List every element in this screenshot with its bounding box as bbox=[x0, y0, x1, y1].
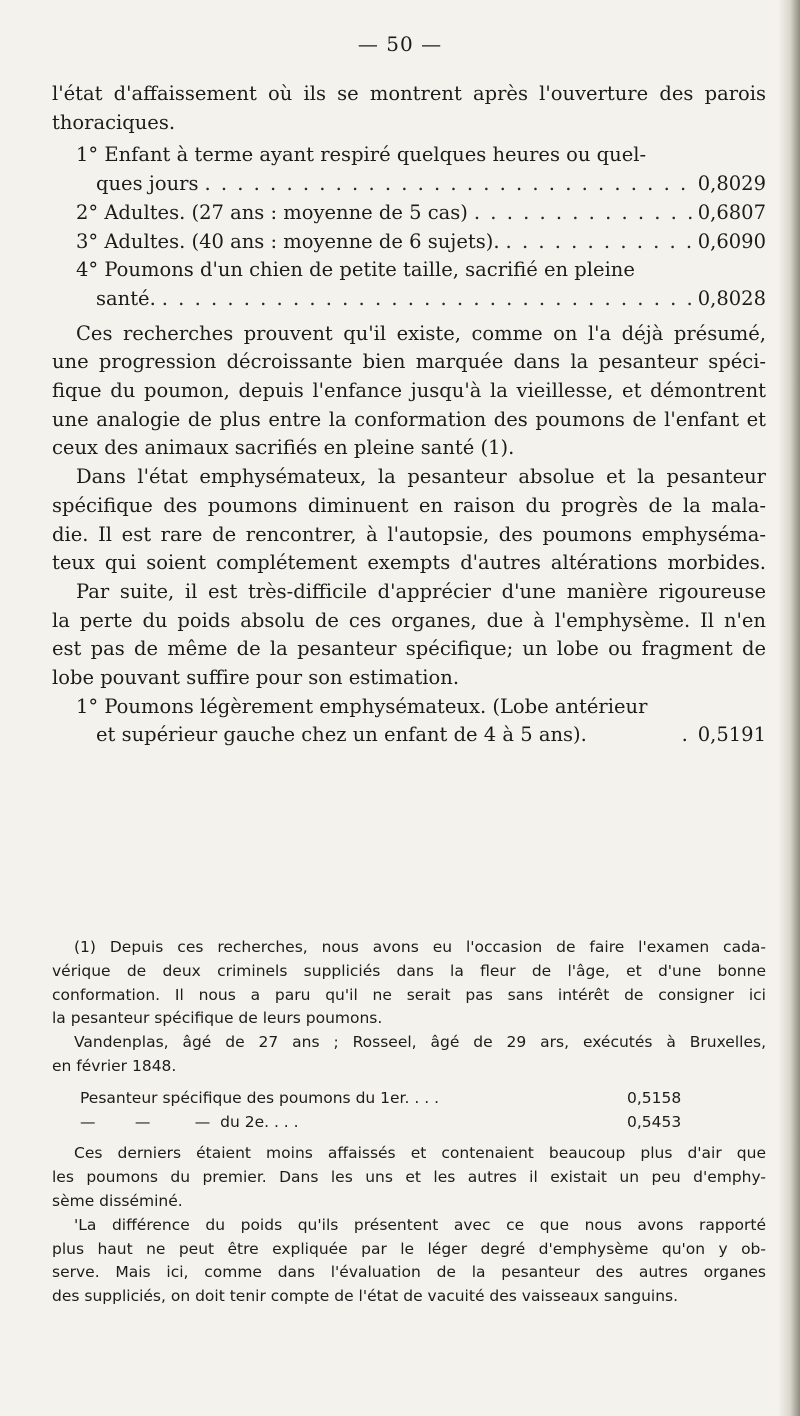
paragraph-1-line: ceux des animaux sacrifiés en pleine santé (1). bbox=[52, 436, 515, 460]
entry-emph-dot: . bbox=[681, 723, 688, 747]
entry-3-value: 0,6090 bbox=[697, 229, 766, 253]
entry-emph bbox=[52, 721, 766, 750]
footnote-line: serve. Mais ici, comme dans l'évaluation de la pesanteur des autres organes bbox=[52, 1263, 766, 1282]
entry-3 bbox=[52, 228, 766, 257]
footnote-paragraph bbox=[52, 1142, 766, 1309]
entry-emph-value: 0,5191 bbox=[697, 723, 766, 747]
footnote-table-label: Pesanteur spécifique des poumons du 1er. . . . bbox=[80, 1088, 439, 1107]
paragraph-2-line: lobe pouvant suffire pour son estimation. bbox=[52, 666, 460, 690]
entry-4-line-1: 4° Poumons d'un chien de petite taille, sacrifié en pleine bbox=[76, 258, 635, 282]
footnote-line: les poumons du premier. Dans les uns et les autres il existait un peu d'emphy- bbox=[52, 1168, 766, 1187]
footnote bbox=[52, 936, 766, 1309]
paragraph-1-line: Ces recherches prouvent qu'il existe, comme on l'a déjà présumé, bbox=[76, 321, 766, 345]
leader-dots bbox=[500, 228, 698, 257]
paragraph-1-line: une analogie de plus entre la conformation des poumons de l'enfant et bbox=[52, 407, 766, 431]
page-edge-shadow bbox=[778, 0, 800, 1416]
intro-line-1: l'état d'affaissement où ils se montrent après l'ouverture des parois bbox=[52, 82, 766, 105]
entry-2-label: 2° Adultes. (27 ans : moyenne de 5 cas) bbox=[76, 200, 468, 224]
footnote-line: sème disséminé. bbox=[52, 1191, 183, 1210]
entry-2-value: 0,6807 bbox=[697, 200, 766, 224]
footnote-table bbox=[52, 1087, 766, 1135]
footnote-line: Vandenplas, âgé de 27 ans ; Rosseel, âgé de 29 ars, exécutés à Bruxelles, bbox=[74, 1033, 766, 1052]
paragraph-1 bbox=[52, 320, 766, 464]
footnote-table-row bbox=[52, 1111, 766, 1135]
footnote-line: vérique de deux criminels suppliciés dans la fleur de l'âge, et d'une bonne bbox=[52, 961, 766, 980]
paragraph-1-line: une progression décroissante bien marquée dans la pesanteur spéci- bbox=[52, 350, 766, 374]
entry-4-value: 0,8028 bbox=[697, 286, 766, 310]
paragraph-2 bbox=[52, 463, 766, 693]
footnote-line: 'La différence du poids qu'ils présentent avec ce que nous avons rapporté bbox=[74, 1215, 766, 1234]
entry-2 bbox=[52, 199, 766, 228]
paragraph-2-line: la perte du poids absolu de ces organes, due à l'emphysème. Il n'en bbox=[52, 608, 766, 632]
entry-1-label: ques jours bbox=[96, 172, 199, 196]
footnote-line: conformation. Il nous a paru qu'il ne serait pas sans intérêt de consigner ici bbox=[52, 985, 766, 1004]
paragraph-2-line: spécifique des poumons diminuent en raison du progrès de la mala- bbox=[52, 493, 766, 517]
leader-dots bbox=[156, 285, 698, 314]
entry-emph-label: et supérieur gauche chez un enfant de 4 à 5 ans). bbox=[96, 723, 587, 747]
footnote-table-value: 0,5158 bbox=[627, 1088, 682, 1107]
entry-1-line-1: 1° Enfant à terme ayant respiré quelques heures ou quel- bbox=[76, 143, 647, 167]
footnote-line: des suppliciés, on doit tenir compte de l'état de vacuité des vaisseaux sanguins. bbox=[52, 1287, 679, 1306]
entry-4 bbox=[52, 285, 766, 314]
main-text-block bbox=[52, 80, 766, 750]
intro-line-2: thoraciques. bbox=[52, 110, 176, 134]
footnote-line: en février 1848. bbox=[52, 1056, 177, 1075]
paragraph-2-line: Par suite, il est très-difficile d'apprécier d'une manière rigoureuse bbox=[76, 579, 766, 603]
paragraph-2-line: teux qui soient complétement exempts d'autres altérations morbides. bbox=[52, 551, 766, 575]
leader-dots bbox=[468, 199, 698, 228]
footnote-line: plus haut ne peut être expliquée par le léger degré d'emphysème qu'on y ob- bbox=[52, 1239, 766, 1258]
entry-1-value: 0,8029 bbox=[697, 172, 766, 196]
footnote-line: (1) Depuis ces recherches, nous avons eu l'occasion de faire l'examen cada- bbox=[74, 938, 766, 956]
entry-3-label: 3° Adultes. (40 ans : moyenne de 6 sujets). bbox=[76, 229, 500, 253]
paragraph-1-line: fique du poumon, depuis l'enfance jusqu'à la vieillesse, et démontrent bbox=[52, 379, 766, 403]
paragraph-2-line: die. Il est rare de rencontrer, à l'autopsie, des poumons emphyséma- bbox=[52, 522, 766, 546]
entry-4-label: santé. bbox=[96, 286, 156, 310]
entry-emph-line-1: 1° Poumons légèrement emphysémateux. (Lobe antérieur bbox=[76, 694, 648, 718]
leader-dots bbox=[198, 170, 697, 199]
paragraph-2-line: est pas de même de la pesanteur spécifique; un lobe ou fragment de bbox=[52, 637, 766, 661]
footnote-table-row bbox=[52, 1087, 766, 1111]
footnote-line: la pesanteur spécifique de leurs poumons. bbox=[52, 1009, 383, 1028]
paragraph-2-line: Dans l'état emphysémateux, la pesanteur absolue et la pesanteur bbox=[76, 465, 766, 489]
footnote-table-label: — — — du 2e. . . . bbox=[80, 1112, 299, 1131]
page-number: — 50 — bbox=[357, 32, 443, 56]
footnote-line: Ces derniers étaient moins affaissés et contenaient beaucoup plus d'air que bbox=[74, 1144, 766, 1163]
footnote-table-value: 0,5453 bbox=[627, 1112, 682, 1131]
entry-1 bbox=[52, 170, 766, 199]
